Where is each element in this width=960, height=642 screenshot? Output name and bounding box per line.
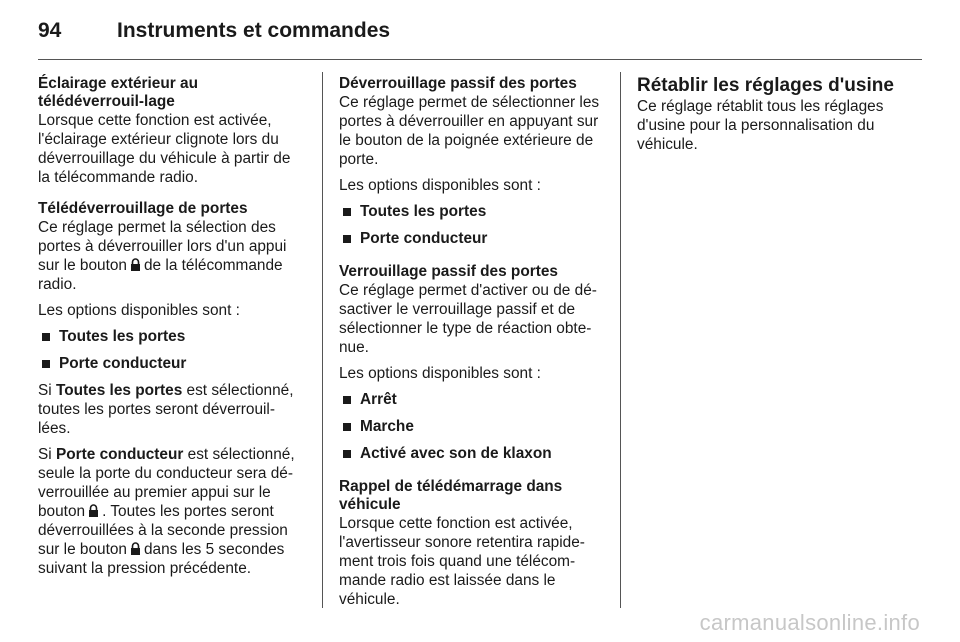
list-item: Arrêt xyxy=(341,390,607,409)
list-item: Toutes les portes xyxy=(341,202,607,221)
column-divider-1 xyxy=(322,72,323,608)
section-text-passive-unlock: Ce réglage permet de sélectionner les portes à déverrouiller en appuyant sur le bouton de la poignée extérieure de porte. xyxy=(339,94,600,168)
bullet-square-icon xyxy=(343,423,351,431)
lock-icon xyxy=(130,258,141,271)
watermark: carmanualsonline.info xyxy=(699,610,920,635)
section-text-remote-unlock: Ce réglage permet la sélection des portes à déverrouiller lors d'un appui sur le bouton de la télécommande radio. xyxy=(38,219,287,293)
page-header xyxy=(38,14,390,48)
header-divider xyxy=(38,59,922,60)
bullet-square-icon xyxy=(343,450,351,458)
list-item: Marche xyxy=(341,417,607,436)
options-label: Les options disponibles sont : xyxy=(38,302,240,319)
list-item: Toutes les portes xyxy=(40,327,306,346)
options-label: Les options disponibles sont : xyxy=(339,177,541,194)
page-title: Instruments et commandes xyxy=(117,19,391,42)
column-divider-2 xyxy=(620,72,621,608)
lock-icon xyxy=(88,504,99,517)
section-text-exterior-lighting: Lorsque cette fonction est activée, l'éclairage extérieur clignote lors du déverrouillage du véhicule à partir de la télécommande radio. xyxy=(38,112,291,186)
section-title-passive-lock: Verrouillage passif des portes xyxy=(339,263,558,280)
section-text-passive-lock: Ce réglage permet d'activer ou de dé-sactiver le verrouillage passif et de sélectionner le type de réaction obte-nue. xyxy=(339,282,597,356)
paragraph-driver-door: Si Porte conducteur est sélectionné, seule la porte du conducteur sera dé-verrouillée au premier appui sur le bouton . Toutes les portes seront déverrouillées à la seconde pression sur le bouton dans les 5 secondes suivant la pression précédente. xyxy=(38,446,295,577)
bullet-square-icon xyxy=(343,208,351,216)
section-title-passive-unlock: Déverrouillage passif des portes xyxy=(339,75,577,92)
column-1 xyxy=(38,75,306,578)
page-number: 94 xyxy=(38,19,62,42)
section-text-factory-reset: Ce réglage rétablit tous les réglages d'usine pour la personnalisation du véhicule. xyxy=(637,98,884,153)
bullet-square-icon xyxy=(343,396,351,404)
paragraph-all-doors: Si Toutes les portes est sélectionné, toutes les portes seront déverrouil-lées. xyxy=(38,382,294,437)
section-text-remote-start-reminder: Lorsque cette fonction est activée, l'avertisseur sonore retentira rapide-ment trois fois quand une télécom-mande radio est laissée dans le véhicule. xyxy=(339,515,585,608)
lock-icon xyxy=(130,542,141,555)
options-label: Les options disponibles sont : xyxy=(339,365,541,382)
section-title-remote-start-reminder: Rappel de télédémarrage dans véhicule xyxy=(339,478,563,513)
bullet-square-icon xyxy=(42,333,50,341)
list-item: Porte conducteur xyxy=(341,229,607,248)
list-item: Porte conducteur xyxy=(40,354,306,373)
column-2 xyxy=(339,75,607,609)
section-title-factory-reset: Rétablir les réglages d'usine xyxy=(637,75,894,96)
bullet-square-icon xyxy=(42,360,50,368)
bullet-square-icon xyxy=(343,235,351,243)
column-3 xyxy=(637,75,905,154)
section-title-exterior-lighting: Éclairage extérieur au télédéverrouil-lage xyxy=(38,75,198,110)
section-title-remote-unlock: Télédéverrouillage de portes xyxy=(38,200,248,217)
list-item: Activé avec son de klaxon xyxy=(341,444,607,463)
